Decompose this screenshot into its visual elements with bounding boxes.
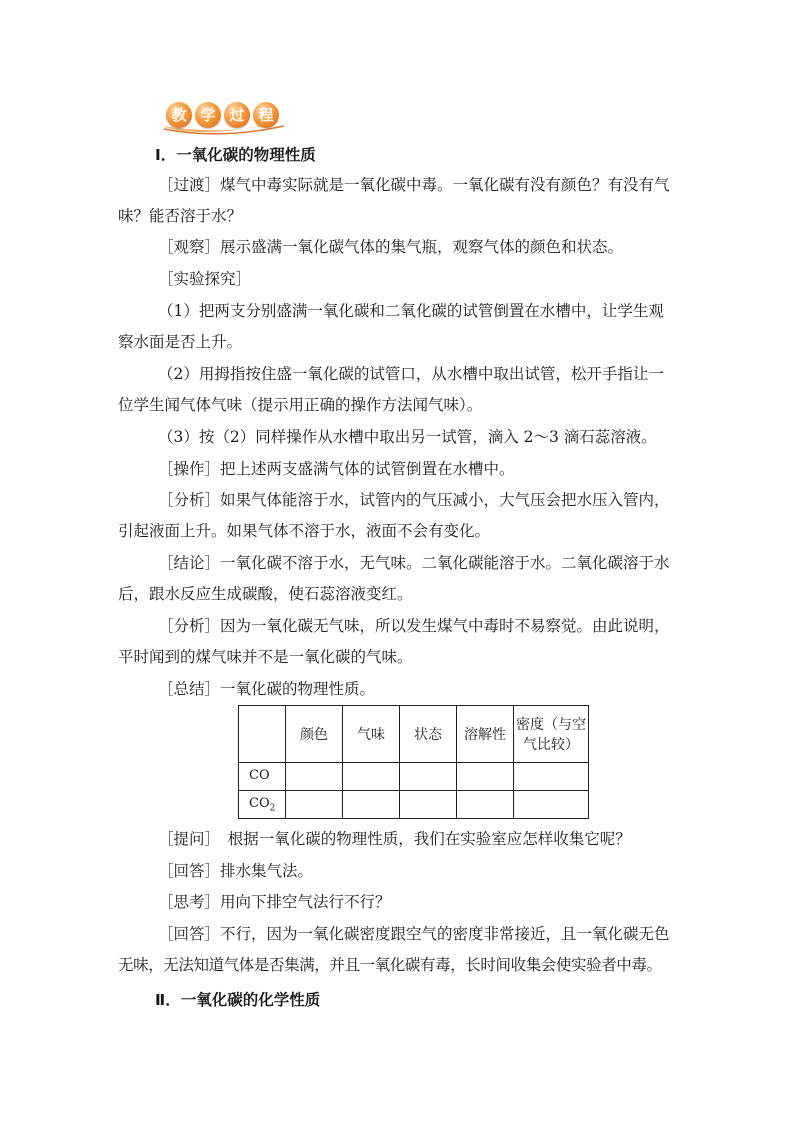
paragraph-line: ［提问］ 根据一氧化碳的物理性质，我们在实验室应怎样收集它呢？ — [158, 830, 631, 848]
table-cell — [343, 763, 400, 791]
banner-char-4: 程 — [253, 102, 279, 128]
table-header-row — [239, 706, 589, 763]
paragraph-line: ［分析］如果气体能溶于水，试管内的气压减小，大气压会把水压入管内， — [158, 491, 670, 509]
paragraph-line: ［回答］不行，因为一氧化碳密度跟空气的密度非常接近，且一氧化碳无色 — [158, 925, 670, 943]
paragraph-line: （1）把两支分别盛满一氧化碳和二氧化碳的试管倒置在水槽中，让学生观 — [158, 302, 664, 320]
paragraph-line: 位学生闻气体气味（提示用正确的操作方法闻气味）。 — [118, 396, 483, 414]
table-row-label: $CO_2$ — [239, 791, 286, 819]
section-heading-2: Ⅱ．一氧化碳的化学性质 — [155, 991, 321, 1009]
table-header-cell: 颜色 — [286, 706, 343, 763]
banner-char-1: 教 — [166, 102, 192, 128]
table-cell — [514, 763, 589, 791]
table-header-cell: 气味 — [343, 706, 400, 763]
table-cell — [343, 791, 400, 819]
paragraph-line: 察水面是否上升。 — [118, 333, 243, 351]
paragraph-line: 平时闻到的煤气味并不是一氧化碳的气味。 — [118, 648, 413, 666]
paragraph-line: 后，跟水反应生成碳酸，使石蕊溶液变红。 — [118, 585, 413, 603]
table-header-cell: 密度（与空 气比较） — [514, 706, 589, 763]
table-cell — [400, 791, 457, 819]
paragraph-line: （2）用拇指按住盛一氧化碳的试管口，从水槽中取出试管，松开手指让一 — [158, 365, 664, 383]
table-cell — [400, 763, 457, 791]
paragraph-line: 味？能否溶于水？ — [118, 207, 243, 225]
teaching-process-banner — [160, 96, 286, 136]
paragraph-line: ［思考］用向下排空气法行不行？ — [158, 893, 391, 911]
physical-properties-table — [238, 705, 589, 819]
paragraph-line: ［观察］展示盛满一氧化碳气体的集气瓶，观察气体的颜色和状态。 — [158, 238, 624, 256]
paragraph-line: ［结论］一氧化碳不溶于水，无气味。二氧化碳能溶于水。二氧化碳溶于水 — [158, 554, 670, 572]
table-cell — [286, 763, 343, 791]
table-header-cell — [239, 706, 286, 763]
paragraph-line: ［实验探究］ — [158, 270, 252, 288]
table-cell — [514, 791, 589, 819]
table-cell — [457, 791, 514, 819]
paragraph-line: ［回答］排水集气法。 — [158, 862, 314, 880]
table-header-cell: 状态 — [400, 706, 457, 763]
paragraph-line: ［分析］因为一氧化碳无气味，所以发生煤气中毒时不易察觉。由此说明， — [158, 617, 670, 635]
table-cell — [286, 791, 343, 819]
table-row — [239, 763, 589, 791]
table-cell — [457, 763, 514, 791]
banner-char-2: 学 — [195, 102, 221, 128]
paragraph-line: 无味，无法知道气体是否集满，并且一氧化碳有毒，长时间收集会使实验者中毒。 — [118, 956, 662, 974]
paragraph-line: ［过渡］煤气中毒实际就是一氧化碳中毒。一氧化碳有没有颜色？有没有气 — [158, 176, 670, 194]
table-row-label: CO — [239, 763, 286, 791]
table-header-cell: 溶解性 — [457, 706, 514, 763]
banner-char-3: 过 — [224, 102, 250, 128]
paragraph-line: ［操作］把上述两支盛满气体的试管倒置在水槽中。 — [158, 460, 515, 478]
paragraph-line: ［总结］一氧化碳的物理性质。 — [158, 680, 376, 698]
paragraph-line: （3）按（2）同样操作从水槽中取出另一试管，滴入 2～3 滴石蕊溶液。 — [158, 428, 657, 446]
table-row — [239, 791, 589, 819]
paragraph-line: 引起液面上升。如果气体不溶于水，液面不会有变化。 — [118, 522, 491, 540]
section-heading-1: Ⅰ．一氧化碳的物理性质 — [155, 146, 316, 164]
